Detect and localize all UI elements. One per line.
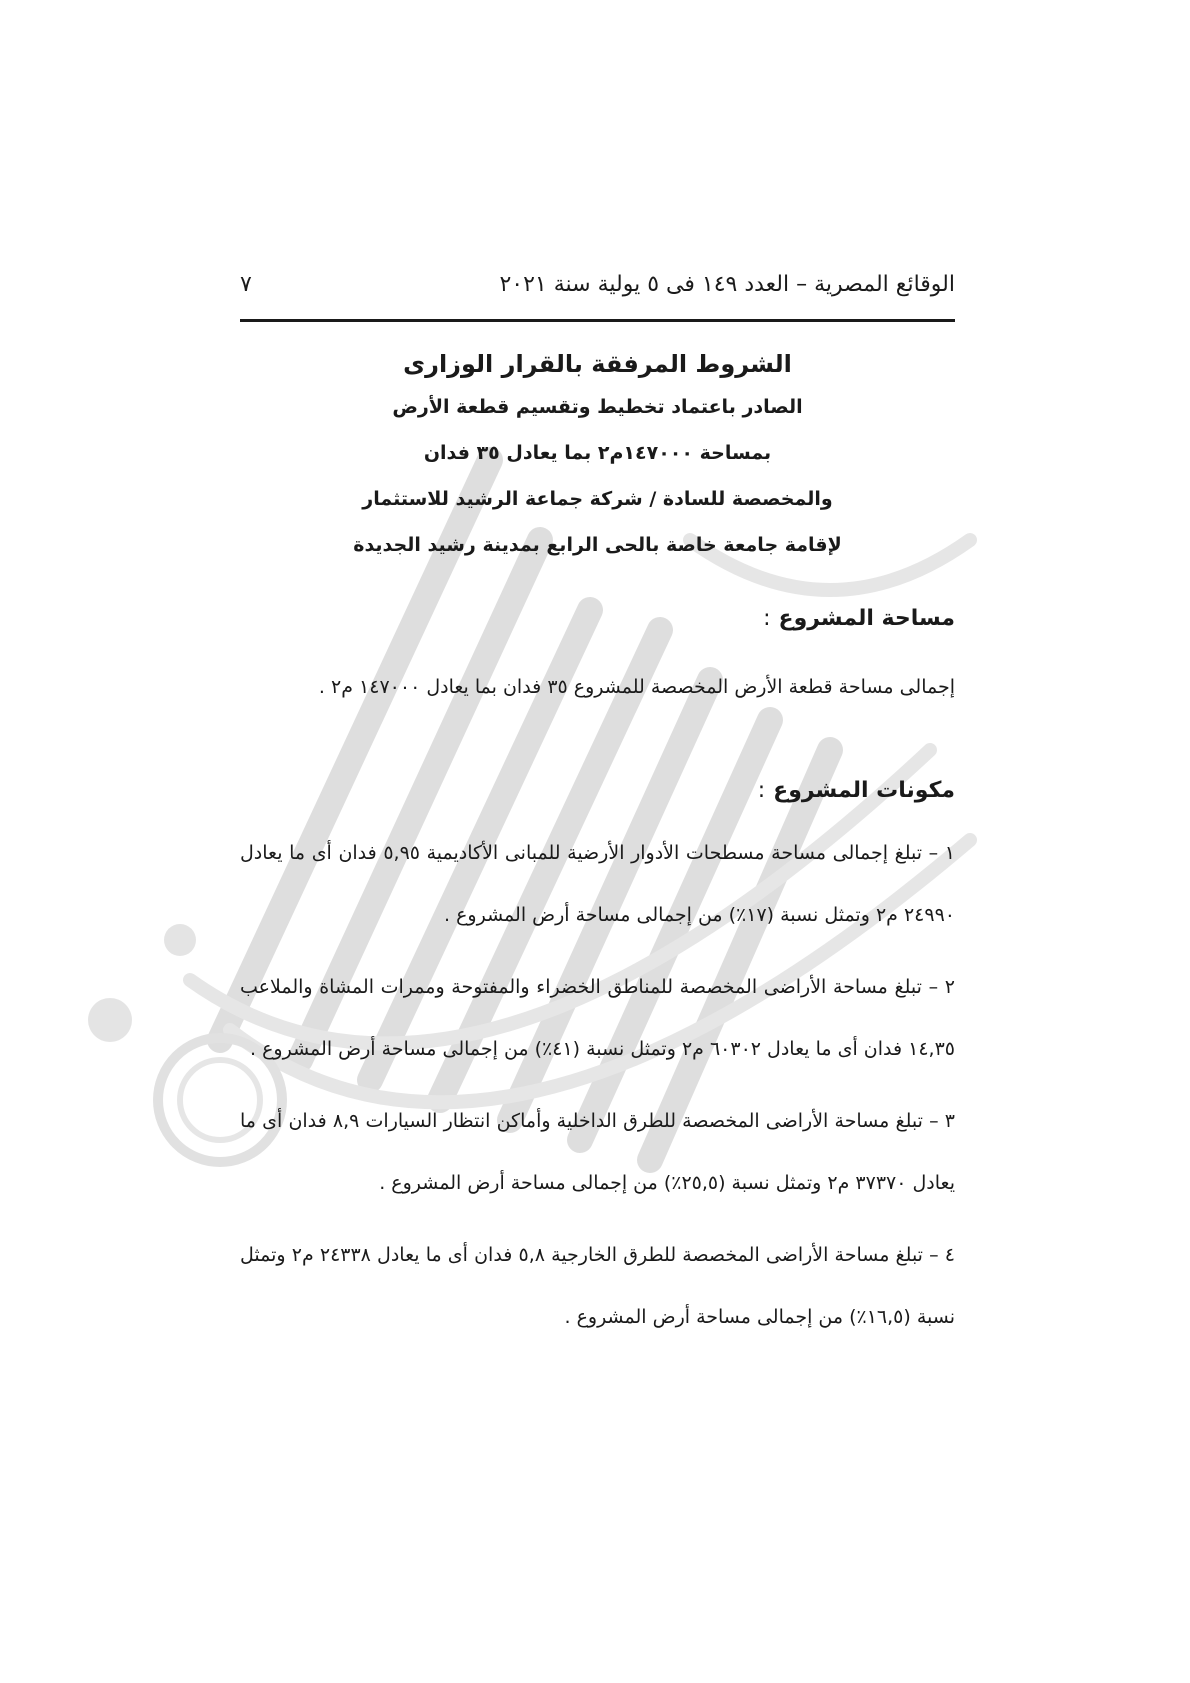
section-heading-text: مساحة المشروع: [778, 606, 955, 631]
section-heading-area: [763, 606, 955, 631]
subtitle-line: والمخصصة للسادة / شركة جماعة الرشيد للاستثمار: [362, 488, 833, 510]
list-item: ٣ – تبلغ مساحة الأراضى المخصصة للطرق الداخلية وأماكن انتظار السيارات ٨,٩ فدان أى ما يعادل ٣٧٣٧٠ م٢ وتمثل نسبة (٢٥,٥٪) من إجمالى مساحة أرض المشروع .: [240, 1110, 955, 1194]
title-block: [240, 350, 955, 580]
header-divider: [240, 319, 955, 322]
heading-colon: :: [757, 778, 766, 803]
components-list: [240, 822, 955, 1348]
list-item: ٢ – تبلغ مساحة الأراضى المخصصة للمناطق الخضراء والمفتوحة وممرات المشاة والملاعب ١٤,٣٥ فدان أى ما يعادل ٦٠٣٠٢ م٢ وتمثل نسبة (٤١٪) من إجمالى مساحة أرض المشروع .: [240, 976, 955, 1060]
section-heading-components: [758, 778, 955, 803]
page-number: ٧: [240, 272, 252, 297]
paragraph-text: إجمالى مساحة قطعة الأرض المخصصة للمشروع ٣٥ فدان بما يعادل ١٤٧٠٠٠ م٢ .: [318, 676, 955, 698]
area-paragraph: [240, 656, 955, 718]
list-item: ٤ – تبلغ مساحة الأراضى المخصصة للطرق الخارجية ٥,٨ فدان أى ما يعادل ٢٤٣٣٨ م٢ وتمثل نسبة (١٦,٥٪) من إجمالى مساحة أرض المشروع .: [240, 1244, 955, 1328]
main-title: الشروط المرفقة بالقرار الوزارى: [403, 350, 792, 378]
subtitle-line: بمساحة ١٤٧٠٠٠م٢ بما يعادل ٣٥ فدان: [423, 442, 772, 464]
page-header: [240, 272, 955, 316]
section-heading-text: مكونات المشروع: [773, 778, 955, 803]
subtitle-line: لإقامة جامعة خاصة بالحى الرابع بمدينة رشيد الجديدة: [353, 534, 842, 556]
heading-colon: :: [763, 606, 771, 631]
list-item: ١ – تبلغ إجمالى مساحة مسطحات الأدوار الأرضية للمبانى الأكاديمية ٥,٩٥ فدان أى ما يعادل ٢٤٩٩٠ م٢ وتمثل نسبة (١٧٪) من إجمالى مساحة أرض المشروع .: [240, 842, 955, 926]
subtitle-line: الصادر باعتماد تخطيط وتقسيم قطعة الأرض: [392, 396, 803, 418]
gazette-issue-title: الوقائع المصرية – العدد ١٤٩ فى ٥ يولية سنة ٢٠٢١: [499, 272, 955, 297]
